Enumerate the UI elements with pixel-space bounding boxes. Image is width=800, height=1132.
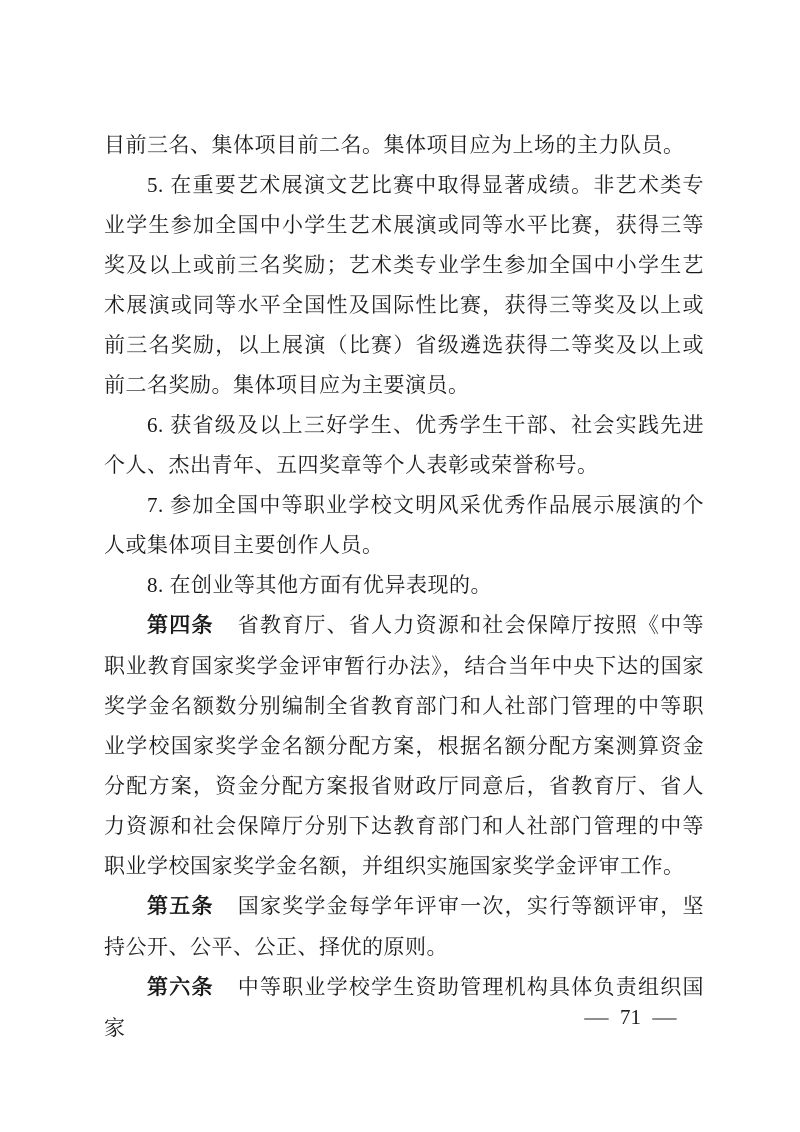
- document-text-block: [104, 125, 704, 1048]
- article-number-label: 第五条: [147, 895, 214, 918]
- paragraph-article-4: [104, 605, 704, 886]
- footer-dash-right: —: [652, 1005, 677, 1029]
- paragraph-text: 5. 在重要艺术展演文艺比赛中取得显著成绩。非艺术类专业学生参加全国中小学生艺术展演或同等水平比赛，获得三等奖及以上或前三名奖励；艺术类专业学生参加全国中小学生艺术展演或同等水平全国性及国际性比赛，获得三等奖及以上或前三名奖励，以上展演（比赛）省级遴选获得二等奖及以上或前二名奖励。集体项目应为主要演员。: [104, 173, 704, 397]
- article-number-label: 第六条: [147, 976, 214, 999]
- footer-dash-left: —: [584, 1005, 609, 1029]
- page-footer: [586, 1003, 675, 1031]
- page-number: 71: [620, 1005, 641, 1029]
- article-number-label: 第四条: [147, 614, 214, 637]
- paragraph-item-6: [104, 405, 704, 485]
- paragraph-item-7: [104, 485, 704, 565]
- paragraph-article-5: [104, 886, 704, 967]
- paragraph-item-8: [104, 565, 704, 605]
- paragraph-text: 目前三名、集体项目前二名。集体项目应为上场的主力队员。: [104, 133, 685, 157]
- paragraph-item-5: [104, 165, 704, 405]
- paragraph-text: 8. 在创业等其他方面有优异表现的。: [147, 573, 492, 597]
- paragraph-continuation: [104, 125, 704, 165]
- paragraph-text: 国家奖学金每学年评审一次，实行等额评审，坚持公开、公平、公正、择优的原则。: [104, 894, 704, 959]
- paragraph-text: 中等职业学校学生资助管理机构具体负责组织国家: [104, 975, 704, 1040]
- paragraph-text: 7. 参加全国中等职业学校文明风采优秀作品展示展演的个人或集体项目主要创作人员。: [104, 493, 704, 557]
- paragraph-text: 6. 获省级及以上三好学生、优秀学生干部、社会实践先进个人、杰出青年、五四奖章等个人表彰或荣誉称号。: [104, 413, 704, 477]
- paragraph-text: 省教育厅、省人力资源和社会保障厅按照《中等职业教育国家奖学金评审暂行办法》，结合当年中央下达的国家奖学金名额数分别编制全省教育部门和人社部门管理的中等职业学校国家奖学金名额分配方案，根据名额分配方案测算资金分配方案，资金分配方案报省财政厅同意后，省教育厅、省人力资源和社会保障厅分别下达教育部门和人社部门管理的中等职业学校国家奖学金名额，并组织实施国家奖学金评审工作。: [104, 613, 704, 878]
